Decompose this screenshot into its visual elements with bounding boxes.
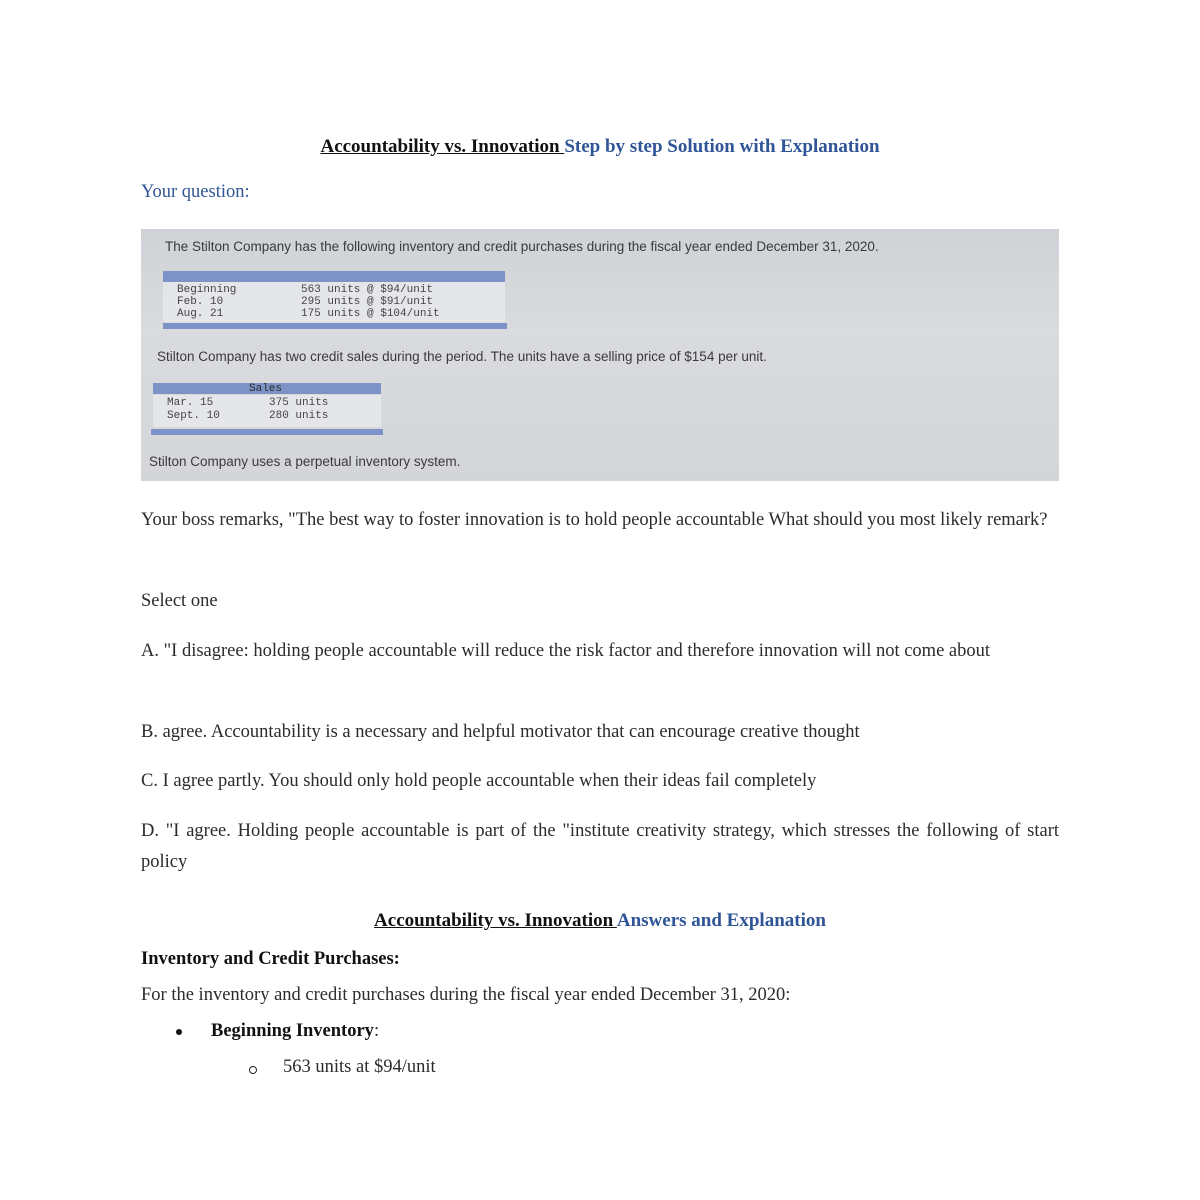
sale-row-value: 280 units [269, 410, 329, 422]
section-intro: For the inventory and credit purchases during the fiscal year ended December 31, 2020: [141, 985, 791, 1005]
answers-title-underlined: Accountability vs. Innovation [374, 910, 617, 931]
bullet-label: Beginning Inventory [211, 1021, 374, 1041]
purchase-row-label: Feb. 10 [177, 296, 224, 308]
purchase-row-value: 563 units @ $94/unit [301, 284, 434, 296]
bullet-suffix: : [373, 1021, 380, 1041]
option-b: B. agree. Accountability is a necessary and helpful motivator that can encourage creative thought [141, 722, 860, 742]
purchase-row-label: Aug. 21 [177, 308, 224, 320]
option-a: A. "I disagree: holding people accountable will reduce the risk factor and therefore innovation will not come about [141, 641, 991, 661]
sale-row-label: Sept. 10 [167, 410, 220, 422]
option-c: C. I agree partly. You should only hold people accountable when their ideas fail completely [141, 771, 817, 791]
bullet-item [211, 1016, 811, 1047]
sale-row-value: 375 units [269, 397, 329, 409]
sales-table-footer-bar [151, 429, 383, 435]
purchase-row-value: 175 units @ $104/unit [301, 308, 440, 320]
question-label: Your question: [141, 182, 250, 202]
purchases-table-header-bar [163, 271, 505, 282]
answers-title [0, 910, 1200, 932]
page-title [0, 136, 1200, 158]
section-heading: Inventory and Credit Purchases: [141, 949, 400, 969]
problem-screenshot [141, 229, 1059, 481]
question-prompt: Your boss remarks, "The best way to foster innovation is to hold people accountable What should you most likely remark? [141, 510, 1048, 530]
problem-footer: Stilton Company uses a perpetual inventory system. [149, 454, 461, 469]
select-one-label: Select one [141, 591, 218, 611]
sales-table-header: Sales [249, 383, 283, 395]
sub-item: 563 units at $94/unit [283, 1057, 436, 1077]
option-d: D. "I agree. Holding people accountable is part of the "institute creativity strategy, which stresses the following of start policy [141, 821, 1059, 872]
purchase-row-label: Beginning [177, 284, 237, 296]
title-colored: Step by step Solution with Explanation [564, 136, 880, 157]
purchases-table-footer-bar [163, 323, 507, 329]
bullet-icon [176, 1029, 182, 1035]
answers-title-colored: Answers and Explanation [616, 910, 826, 931]
problem-intro: The Stilton Company has the following inventory and credit purchases during the fiscal year ended December 31, 2020. [165, 239, 879, 254]
sale-row-label: Mar. 15 [167, 397, 214, 409]
sub-bullet-icon [249, 1066, 257, 1074]
purchase-row-value: 295 units @ $91/unit [301, 296, 434, 308]
sales-intro: Stilton Company has two credit sales during the period. The units have a selling price of $154 per unit. [157, 349, 767, 364]
title-underlined: Accountability vs. Innovation [320, 136, 565, 157]
